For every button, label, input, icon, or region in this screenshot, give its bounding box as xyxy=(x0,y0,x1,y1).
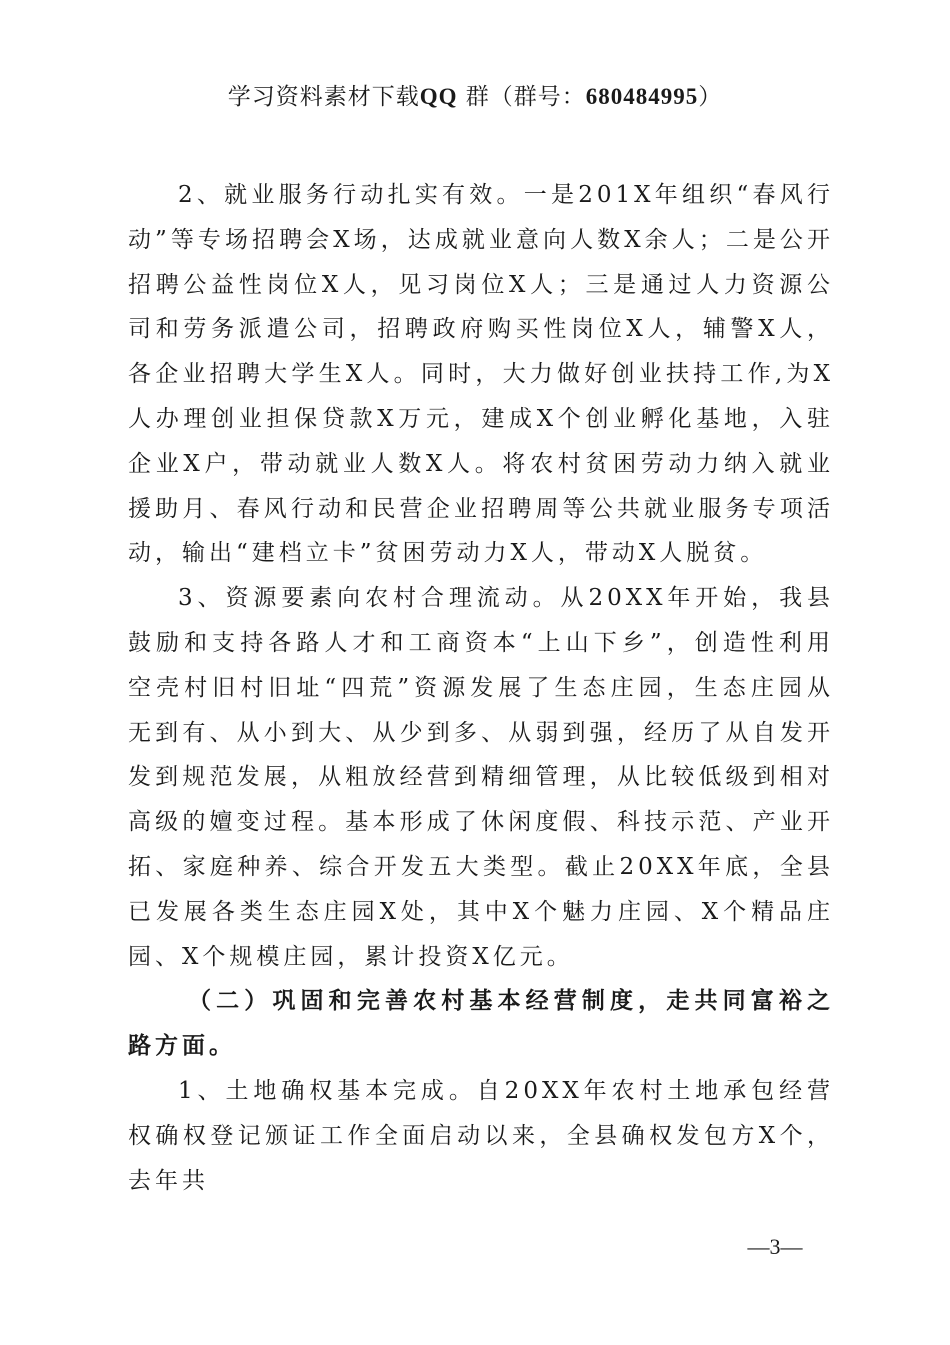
section-heading: （二）巩固和完善农村基本经营制度，走共同富裕之路方面。 xyxy=(128,987,834,1060)
page-header xyxy=(0,80,950,114)
paragraph-employment-services: 2、就业服务行动扎实有效。一是201X年组织“春风行动”等专场招聘会X场，达成就业意向人数X余人；二是公开招聘公益性岗位X人，见习岗位X人；三是通过人力资源公司和劳务派遣公司，招聘政府购买性岗位X人，辅警X人，各企业招聘大学生X人。同时，大力做好创业扶持工作,为X人办理创业担保贷款X万元，建成X个创业孵化基地，入驻企业X户，带动就业人数X人。将农村贫困劳动力纳入就业援助月、春风行动和民营企业招聘周等公共就业服务专项活动，输出“建档立卡”贫困劳动力X人，带动X人脱贫。 xyxy=(128,182,834,567)
document-body xyxy=(128,173,834,1203)
paragraph-land-rights: 1、土地确权基本完成。自20XX年农村土地承包经营权确权登记颁证工作全面启动以来，全县确权发包方X个，去年共 xyxy=(128,1077,834,1194)
header-prefix: 学习资料素材下载 xyxy=(227,84,420,110)
paragraph-resource-flow: 3、资源要素向农村合理流动。从20XX年开始，我县鼓励和支持各路人才和工商资本“上山下乡”，创造性利用空壳村旧村旧址“四荒”资源发展了生态庄园，生态庄园从无到有、从小到大、从少到多、从弱到强，经历了从自发开发到规范发展，从粗放经营到精细管理，从比较低级到相对高级的嬗变过程。基本形成了休闲度假、科技示范、产业开拓、家庭种养、综合开发五大类型。截止20XX年底，全县已发展各类生态庄园X处，其中X个魅力庄园、X个精品庄园、X个规模庄园，累计投资X亿元。 xyxy=(128,585,834,970)
page-number: —3— xyxy=(747,1234,803,1259)
header-qq: QQ xyxy=(419,84,458,109)
header-group-number: 680484995 xyxy=(585,84,699,109)
header-group: 群（群号： xyxy=(465,84,586,110)
header-suffix: ） xyxy=(698,84,723,110)
